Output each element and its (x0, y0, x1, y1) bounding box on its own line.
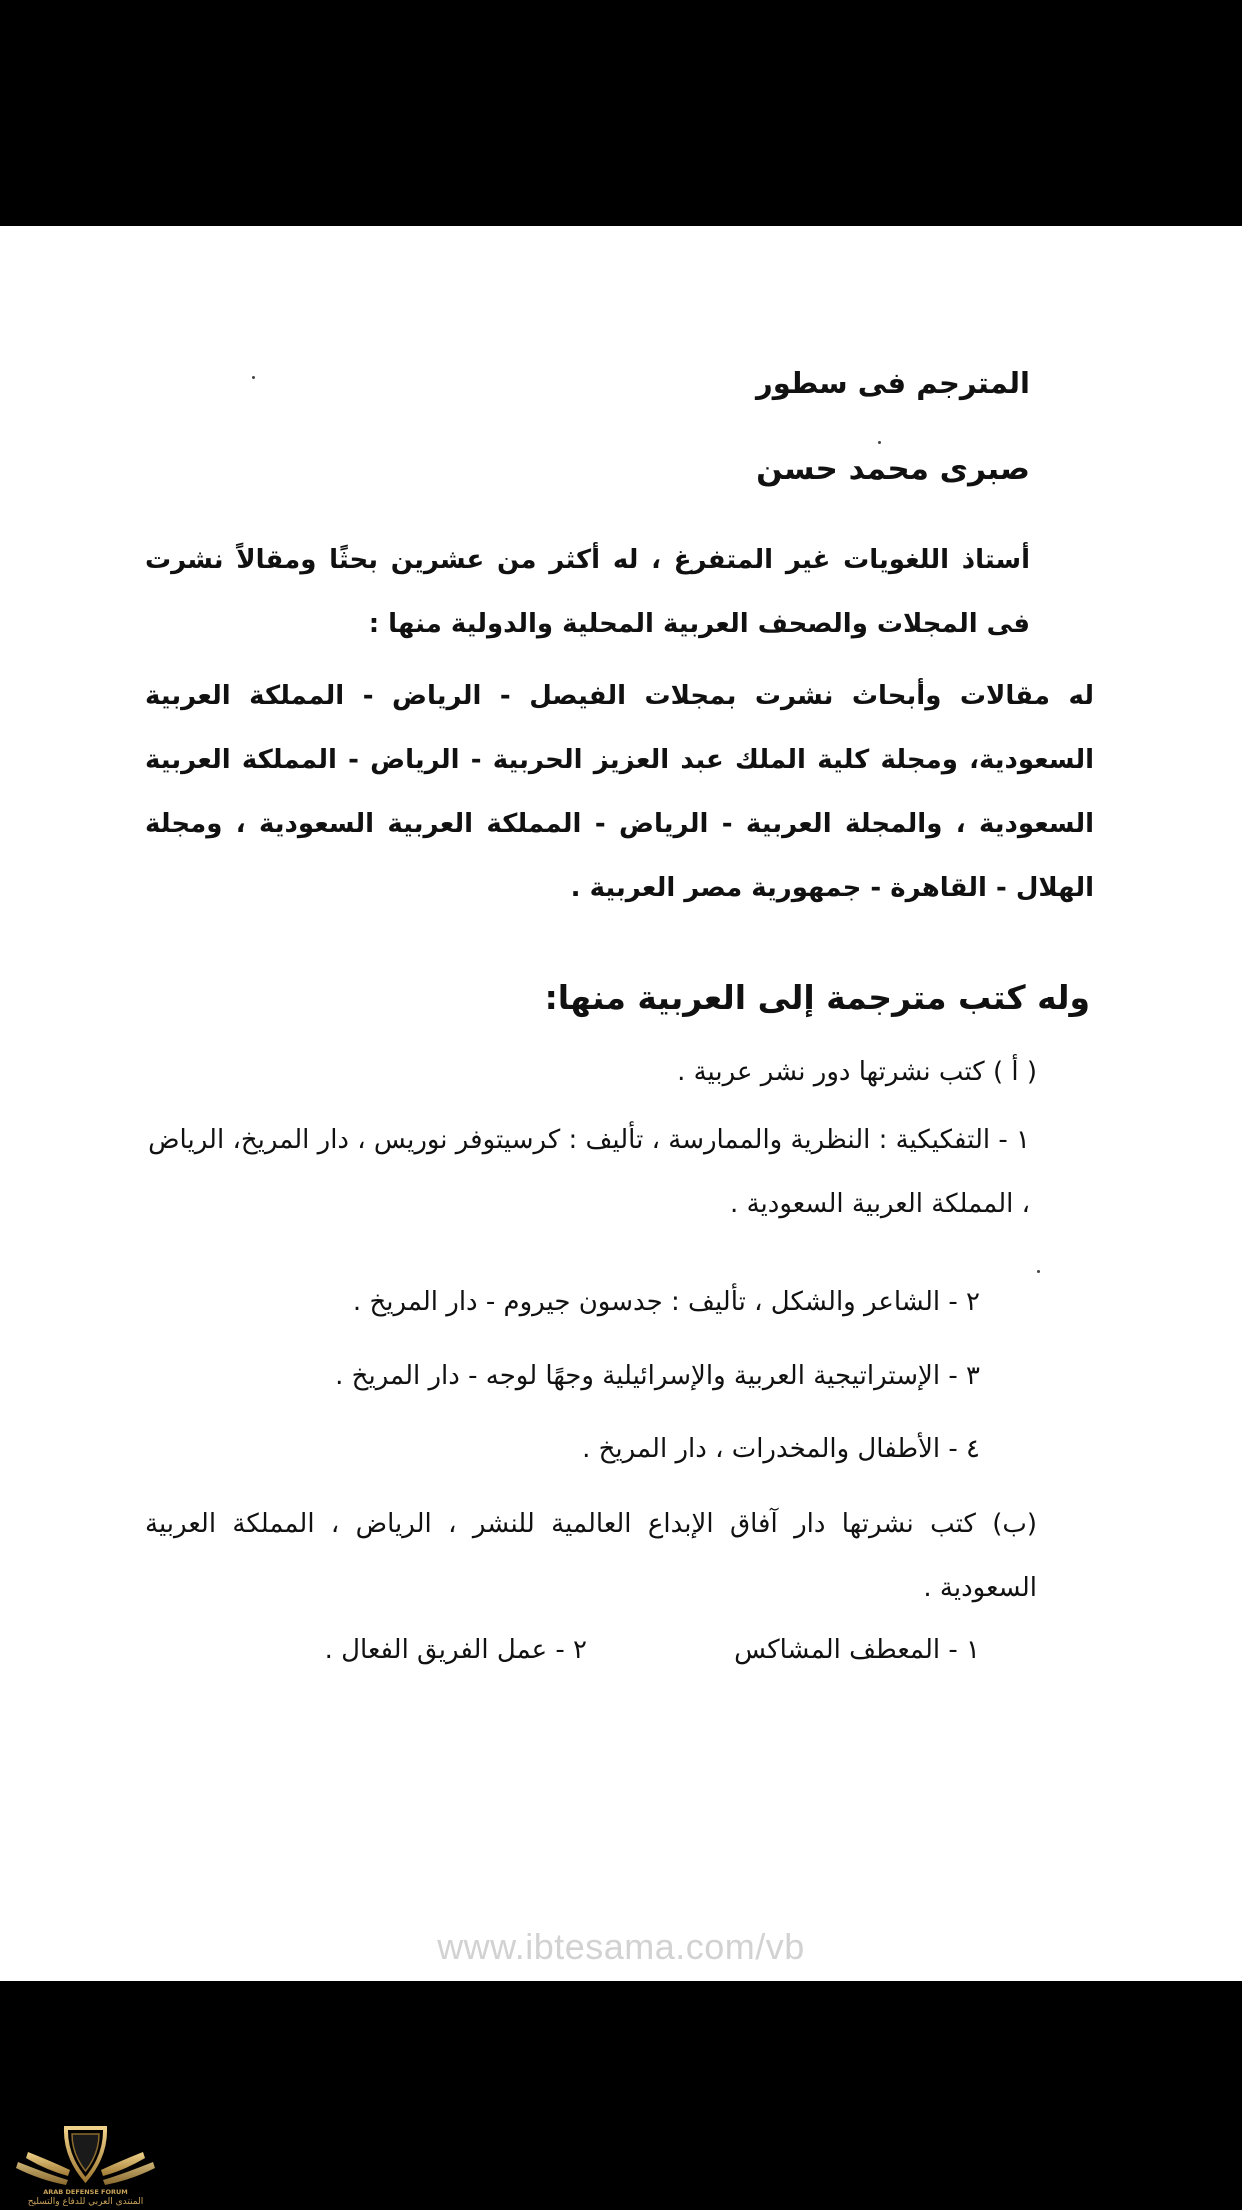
speck-mark (878, 441, 881, 444)
watermark-url: www.ibtesama.com/vb (437, 1926, 805, 1967)
group-b-title: (ب) كتب نشرتها دار آفاق الإبداع العالمية للنشر ، الرياض ، المملكة العربية السعودية . (145, 1509, 1037, 1603)
logo-line-1: ARAB DEFENSE FORUM (43, 2188, 128, 2196)
forum-logo (8, 2122, 163, 2206)
speck-mark (252, 376, 255, 379)
list-item: ٤ - الأطفال والمخدرات ، دار المريخ . (582, 1434, 980, 1464)
articles-paragraph: له مقالات وأبحاث نشرت بمجلات الفيصل - الرياض - المملكة العربية السعودية، ومجلة كلية الملك عبد العزيز الحربية - الرياض - المملكة العربية السعودية ، والمجلة العربية - الرياض - المملكة العربية السعودية ، ومجلة الهلال - القاهرة - جمهورية مصر العربية . (145, 681, 1094, 903)
bottom-black-bar (0, 1981, 1242, 2208)
list-item: ٢ - الشاعر والشكل ، تأليف : جدسون جيروم - دار المريخ . (352, 1287, 980, 1317)
shield-wings-icon (8, 2122, 163, 2206)
top-black-bar (0, 0, 1242, 226)
intro-paragraph: أستاذ اللغويات غير المتفرغ ، له أكثر من عشرين بحثًا ومقالاً نشرت فى المجلات والصحف العربية المحلية والدولية منها : (145, 545, 1030, 639)
translator-name: صبرى محمد حسن (756, 451, 1030, 487)
section-title: المترجم فى سطور (756, 366, 1030, 400)
logo-line-2: المنتدى العربي للدفاع والتسليح (27, 2197, 144, 2206)
list-item: ٣ - الإستراتيجية العربية والإسرائيلية وجهًا لوجه - دار المريخ . (335, 1361, 980, 1391)
group-a-title: ( أ ) كتب نشرتها دور نشر عربية . (677, 1057, 1037, 1087)
list-item: ٢ - عمل الفريق الفعال . (324, 1635, 587, 1665)
document-page (0, 226, 1242, 1981)
books-heading: وله كتب مترجمة إلى العربية منها: (544, 978, 1090, 1017)
list-item: ١ - المعطف المشاكس (734, 1635, 980, 1665)
speck-mark (1037, 1270, 1040, 1273)
list-item: ١ - التفكيكية : النظرية والممارسة ، تأليف : كرسيتوفر نوريس ، دار المريخ، الرياض ، المملكة العربية السعودية . (148, 1125, 1030, 1219)
